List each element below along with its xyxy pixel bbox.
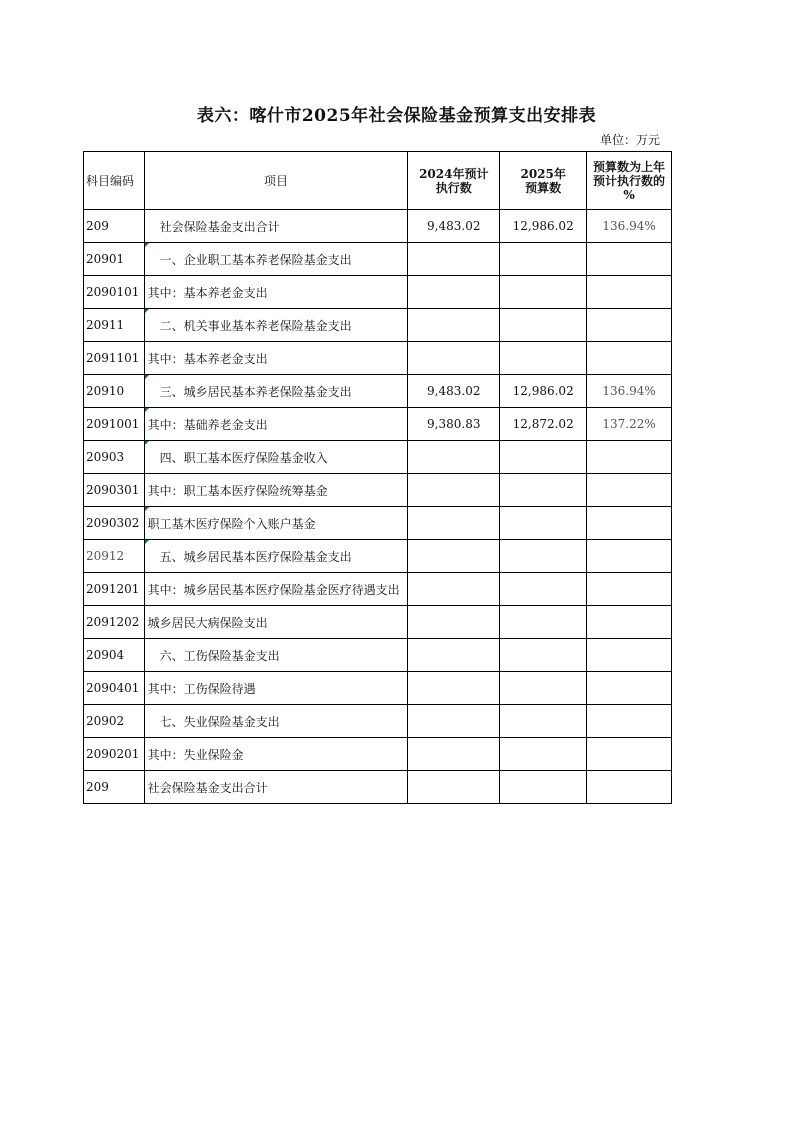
table-header-row (84, 152, 672, 210)
row-value-2025 (500, 639, 587, 672)
row-code: 20901 (84, 243, 145, 276)
row-value-2025 (500, 540, 587, 573)
row-value-2025 (500, 606, 587, 639)
row-code: 2091201 (84, 573, 145, 606)
row-ratio (587, 540, 672, 573)
header-2025: 2025年 预算数 (500, 152, 587, 210)
row-value-2024 (408, 342, 500, 375)
row-value-2024 (408, 309, 500, 342)
row-code: 2090401 (84, 672, 145, 705)
row-name: 六、工伤保险基金支出 (144, 639, 408, 672)
table-row (84, 507, 672, 540)
row-value-2024 (408, 474, 500, 507)
row-value-2024 (408, 672, 500, 705)
table-row (84, 540, 672, 573)
row-ratio: 137.22% (587, 408, 672, 441)
row-ratio (587, 276, 672, 309)
row-code: 2091202 (84, 606, 145, 639)
row-value-2025 (500, 309, 587, 342)
comment-marker-icon (145, 309, 149, 313)
row-name: 其中：城乡居民基本医疗保险基金医疗待遇支出 (144, 573, 408, 606)
row-name: 其中：基本养老金支出 (144, 276, 408, 309)
row-code: 2090101 (84, 276, 145, 309)
row-ratio (587, 507, 672, 540)
row-name: 其中：基础养老金支出 (144, 408, 408, 441)
row-name: 二、机关事业基本养老保险基金支出 (144, 309, 408, 342)
page-title: 表六：喀什市2025年社会保险基金预算支出安排表 (196, 106, 597, 126)
row-value-2024: 9,380.83 (408, 408, 500, 441)
row-ratio: 136.94% (587, 210, 672, 243)
row-value-2024 (408, 738, 500, 771)
row-ratio (587, 672, 672, 705)
header-2024: 2024年预计 执行数 (408, 152, 500, 210)
row-code: 2090302 (84, 507, 145, 540)
row-value-2025 (500, 738, 587, 771)
row-ratio (587, 771, 672, 804)
row-ratio (587, 474, 672, 507)
row-code: 209 (84, 210, 145, 243)
unit-label: 单位：万元 (600, 133, 661, 147)
row-value-2024: 9,483.02 (408, 210, 500, 243)
row-value-2024 (408, 507, 500, 540)
table-row (84, 243, 672, 276)
row-value-2024 (408, 573, 500, 606)
row-code: 2091101 (84, 342, 145, 375)
row-value-2025: 12,872.02 (500, 408, 587, 441)
row-value-2025 (500, 276, 587, 309)
row-name: 其中：基本养老金支出 (144, 342, 408, 375)
row-name: 三、城乡居民基本养老保险基金支出 (144, 375, 408, 408)
comment-marker-icon (145, 441, 149, 445)
table-row (84, 573, 672, 606)
table-row (84, 738, 672, 771)
row-value-2024 (408, 540, 500, 573)
row-value-2025 (500, 672, 587, 705)
header-code: 科目编码 (84, 152, 145, 210)
row-value-2025 (500, 705, 587, 738)
table-row (84, 771, 672, 804)
row-code: 20903 (84, 441, 145, 474)
row-name: 职工基木医疗保险个入账户基金 (144, 507, 408, 540)
table-row (84, 441, 672, 474)
row-code: 20912 (84, 540, 145, 573)
row-code: 20902 (84, 705, 145, 738)
row-name: 城乡居民大病保险支出 (144, 606, 408, 639)
row-ratio (587, 606, 672, 639)
row-value-2025 (500, 342, 587, 375)
row-value-2024 (408, 705, 500, 738)
row-value-2025 (500, 441, 587, 474)
row-ratio (587, 309, 672, 342)
row-ratio (587, 738, 672, 771)
table-row (84, 375, 672, 408)
row-name: 其中：失业保险金 (144, 738, 408, 771)
row-value-2025 (500, 243, 587, 276)
row-value-2025 (500, 771, 587, 804)
row-ratio (587, 342, 672, 375)
comment-marker-icon (145, 507, 149, 511)
comment-marker-icon (145, 408, 149, 412)
row-ratio (587, 705, 672, 738)
row-value-2025 (500, 507, 587, 540)
comment-marker-icon (145, 243, 149, 247)
row-name: 社会保险基金支出合计 (144, 771, 408, 804)
header-name: 项目 (144, 152, 408, 210)
row-value-2025 (500, 573, 587, 606)
row-ratio (587, 441, 672, 474)
row-value-2025 (500, 474, 587, 507)
row-ratio (587, 639, 672, 672)
row-name: 其中：工伤保险待遇 (144, 672, 408, 705)
row-ratio (587, 573, 672, 606)
row-code: 2091001 (84, 408, 145, 441)
table-row (84, 606, 672, 639)
row-value-2024 (408, 243, 500, 276)
row-name: 五、城乡居民基本医疗保险基金支出 (144, 540, 408, 573)
table-row (84, 408, 672, 441)
table-row (84, 474, 672, 507)
row-value-2024 (408, 606, 500, 639)
row-value-2025: 12,986.02 (500, 375, 587, 408)
row-name: 社会保险基金支出合计 (144, 210, 408, 243)
row-value-2024 (408, 441, 500, 474)
row-name: 一、企业职工基本养老保险基金支出 (144, 243, 408, 276)
row-code: 20911 (84, 309, 145, 342)
row-code: 2090301 (84, 474, 145, 507)
row-value-2024: 9,483.02 (408, 375, 500, 408)
row-code: 20904 (84, 639, 145, 672)
table-row (84, 309, 672, 342)
comment-marker-icon (145, 540, 149, 544)
budget-table (83, 151, 672, 804)
row-ratio (587, 243, 672, 276)
row-name: 四、职工基本医疗保险基金收入 (144, 441, 408, 474)
comment-marker-icon (145, 375, 149, 379)
header-ratio: 预算数为上年 预计执行数的 % (587, 152, 672, 210)
table-row (84, 210, 672, 243)
row-name: 七、失业保险基金支出 (144, 705, 408, 738)
row-code: 20910 (84, 375, 145, 408)
table-row (84, 276, 672, 309)
table-row (84, 639, 672, 672)
row-ratio: 136.94% (587, 375, 672, 408)
row-name: 其中：职工基本医疗保险统筹基金 (144, 474, 408, 507)
table-row (84, 342, 672, 375)
row-value-2025: 12,986.02 (500, 210, 587, 243)
row-code: 209 (84, 771, 145, 804)
table-row (84, 672, 672, 705)
row-value-2024 (408, 639, 500, 672)
row-value-2024 (408, 771, 500, 804)
row-value-2024 (408, 276, 500, 309)
row-code: 2090201 (84, 738, 145, 771)
table-row (84, 705, 672, 738)
